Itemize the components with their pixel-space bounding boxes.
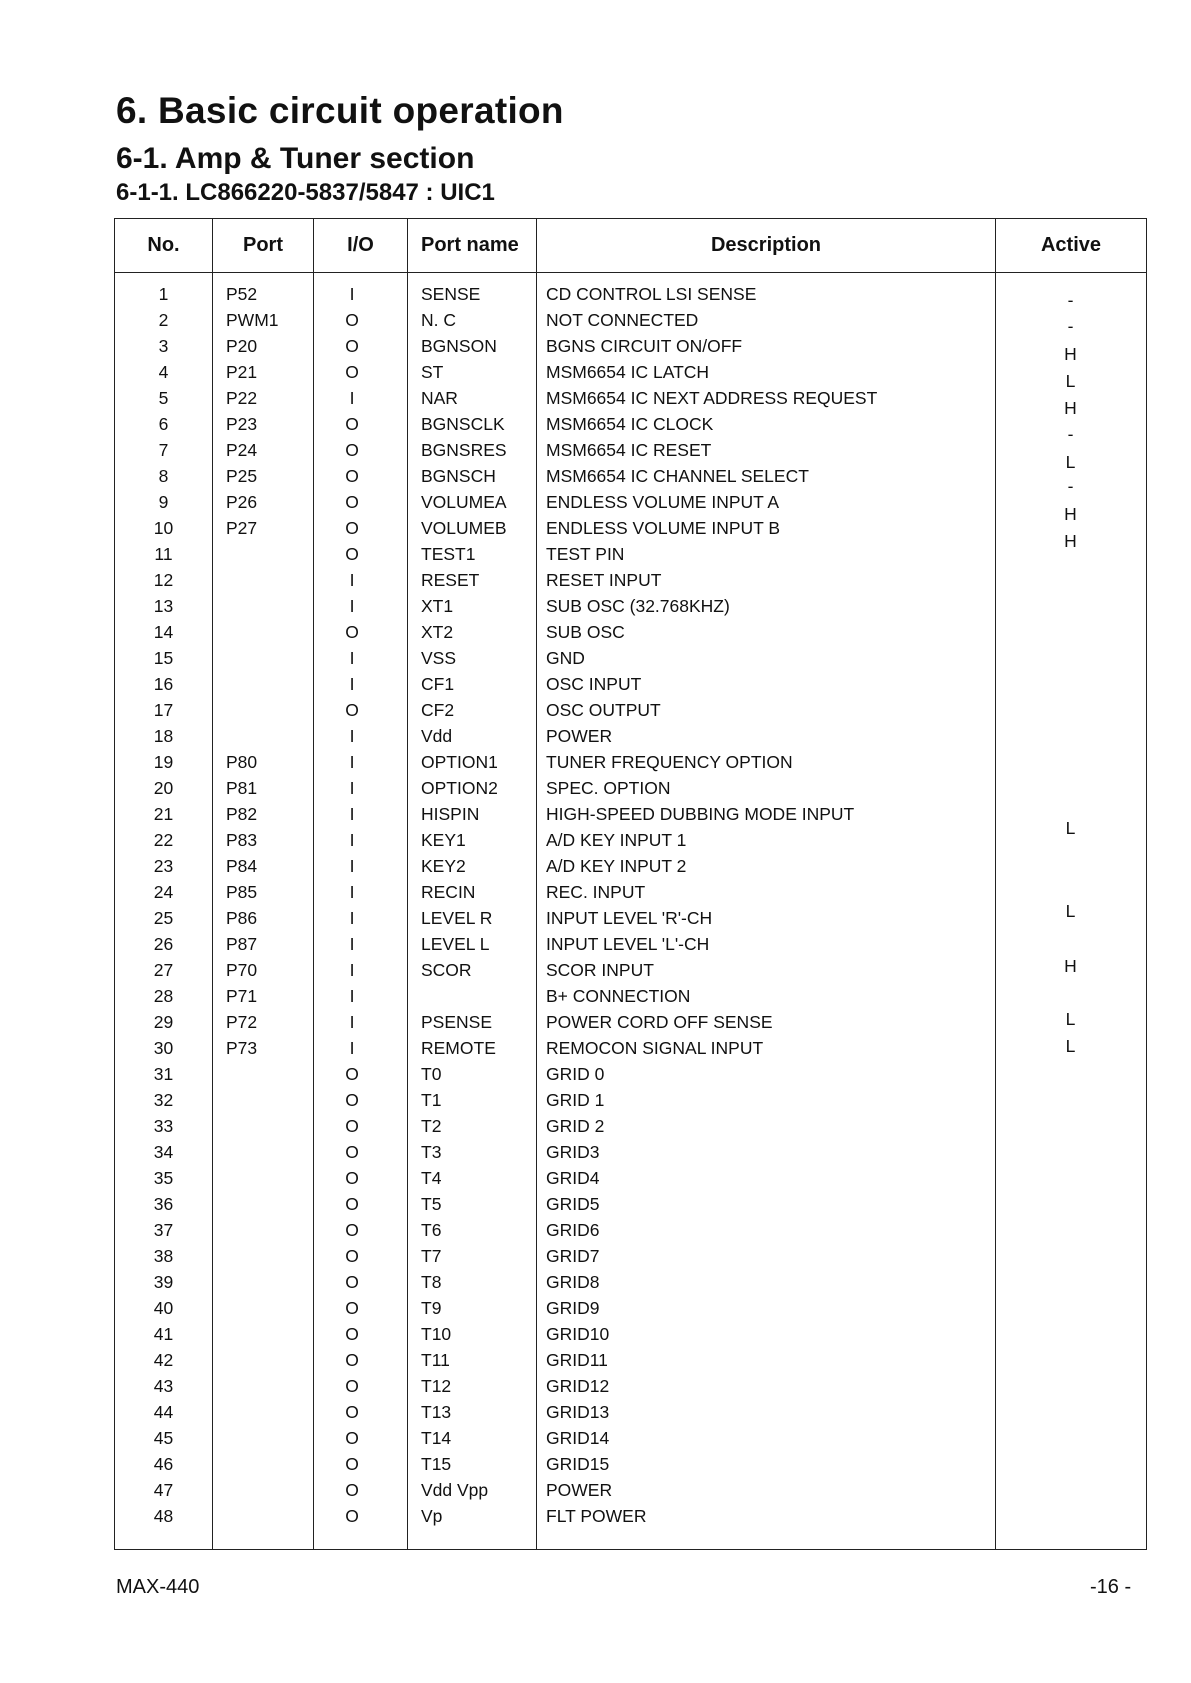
row-port: P86: [226, 908, 258, 928]
table-row: [115, 1009, 1146, 1035]
row-port-name: T15: [421, 1454, 452, 1474]
table-row: [115, 905, 1146, 931]
row-port-name: N. C: [421, 310, 456, 330]
table-row: [115, 1139, 1146, 1165]
table-row: [115, 983, 1146, 1009]
row-description: A/D KEY INPUT 2: [546, 856, 687, 876]
row-port: P20: [226, 336, 258, 356]
row-port-name: OPTION2: [421, 778, 498, 798]
row-no: 11: [154, 544, 173, 564]
row-description: CD CONTROL LSI SENSE: [546, 284, 757, 304]
row-port-name: T9: [421, 1298, 442, 1318]
row-description: TUNER FREQUENCY OPTION: [546, 752, 793, 772]
table-row: [115, 1035, 1146, 1061]
row-no: 33: [153, 1116, 174, 1136]
row-no: 42: [153, 1350, 174, 1370]
row-port-name: T11: [421, 1350, 450, 1370]
row-port-name: T10: [421, 1324, 452, 1344]
row-no: 19: [153, 752, 174, 772]
row-io: O: [345, 336, 359, 356]
row-no: 40: [153, 1298, 174, 1318]
row-io: I: [349, 960, 355, 980]
row-io: I: [349, 752, 355, 772]
row-no: 48: [153, 1506, 174, 1526]
table-row: [115, 1399, 1146, 1425]
row-description: GRID13: [546, 1402, 610, 1422]
row-no: 31: [153, 1064, 174, 1084]
footer-page-number: -16 -: [1090, 1576, 1132, 1598]
table-row: [115, 1347, 1146, 1373]
row-io: I: [349, 388, 355, 408]
row-port-name: Vp: [421, 1506, 443, 1526]
row-port-name: Vdd Vpp: [421, 1480, 489, 1500]
row-io: O: [345, 622, 359, 642]
active-value: H: [1064, 504, 1077, 524]
row-no: 38: [153, 1246, 174, 1266]
header-port-name: Port name: [421, 234, 519, 256]
table-row: [115, 1165, 1146, 1191]
row-description: REC. INPUT: [546, 882, 646, 902]
table-row: [115, 593, 1146, 619]
row-description: A/D KEY INPUT 1: [546, 830, 687, 850]
row-description: GRID8: [546, 1272, 600, 1292]
row-port: P73: [226, 1038, 258, 1058]
row-port: P27: [226, 518, 258, 538]
row-no: 9: [158, 492, 169, 512]
row-description: GRID3: [546, 1142, 600, 1162]
active-value: H: [1064, 398, 1077, 418]
row-io: O: [345, 1350, 359, 1370]
row-port-name: T8: [421, 1272, 442, 1292]
row-io: O: [345, 1194, 359, 1214]
table-row: [115, 801, 1146, 827]
row-no: 14: [153, 622, 174, 642]
row-io: I: [349, 284, 355, 304]
row-no: 39: [153, 1272, 174, 1292]
row-description: POWER CORD OFF SENSE: [546, 1012, 773, 1032]
row-description: NOT CONNECTED: [546, 310, 699, 330]
row-no: 12: [153, 570, 174, 590]
row-description: INPUT LEVEL 'R'-CH: [546, 908, 713, 928]
row-description: GRID10: [546, 1324, 610, 1344]
table-row: [115, 385, 1146, 411]
table-row: [115, 515, 1146, 541]
row-description: REMOCON SIGNAL INPUT: [546, 1038, 764, 1058]
row-port-name: Vdd: [421, 726, 453, 746]
row-io: O: [345, 1480, 359, 1500]
row-port-name: XT2: [421, 622, 454, 642]
table-row: [115, 671, 1146, 697]
row-port-name: T12: [421, 1376, 452, 1396]
row-no: 10: [153, 518, 174, 538]
table-row: [115, 281, 1146, 307]
row-port: P26: [226, 492, 258, 512]
row-io: O: [345, 700, 359, 720]
row-description: MSM6654 IC NEXT ADDRESS REQUEST: [546, 388, 878, 408]
row-io: O: [345, 544, 359, 564]
row-port-name: BGNSON: [421, 336, 497, 356]
row-port-name: KEY1: [421, 830, 466, 850]
row-port-name: RECIN: [421, 882, 476, 902]
row-description: ENDLESS VOLUME INPUT B: [546, 518, 781, 538]
row-port-name: OPTION1: [421, 752, 498, 772]
row-no: 17: [153, 700, 174, 720]
active-value: -: [1067, 316, 1074, 336]
row-no: 32: [153, 1090, 174, 1110]
row-io: O: [345, 1220, 359, 1240]
row-io: O: [345, 1324, 359, 1344]
table-row: [115, 1269, 1146, 1295]
row-description: B+ CONNECTION: [546, 986, 691, 1006]
row-io: I: [349, 856, 355, 876]
footer-model: MAX-440: [116, 1576, 200, 1598]
row-port: P70: [226, 960, 258, 980]
row-io: O: [345, 1428, 359, 1448]
row-port: P85: [226, 882, 258, 902]
row-port-name: T1: [421, 1090, 442, 1110]
row-io: O: [345, 518, 359, 538]
row-io: O: [345, 1168, 359, 1188]
row-io: I: [349, 882, 355, 902]
row-io: O: [345, 310, 359, 330]
row-port-name: T7: [421, 1246, 442, 1266]
row-no: 37: [153, 1220, 174, 1240]
header-io: I/O: [347, 234, 374, 256]
active-value: L: [1065, 901, 1076, 921]
header-no: No.: [147, 234, 180, 256]
row-no: 8: [158, 466, 169, 486]
row-no: 22: [153, 830, 174, 850]
row-port: P87: [226, 934, 258, 954]
row-description: GRID7: [546, 1246, 600, 1266]
row-io: O: [345, 1454, 359, 1474]
table-row: [115, 333, 1146, 359]
row-description: POWER: [546, 726, 613, 746]
row-description: ENDLESS VOLUME INPUT A: [546, 492, 780, 512]
row-port-name: T2: [421, 1116, 442, 1136]
row-port: P80: [226, 752, 258, 772]
table-row: [115, 489, 1146, 515]
table-row: [115, 749, 1146, 775]
section-title: 6-1. Amp & Tuner section: [116, 142, 475, 175]
row-port: PWM1: [226, 310, 279, 330]
row-port-name: LEVEL R: [421, 908, 493, 928]
row-port-name: KEY2: [421, 856, 466, 876]
row-description: MSM6654 IC LATCH: [546, 362, 710, 382]
row-io: O: [345, 1298, 359, 1318]
row-port: P72: [226, 1012, 258, 1032]
row-io: O: [345, 1246, 359, 1266]
row-port-name: CF1: [421, 674, 455, 694]
table-row: [115, 1243, 1146, 1269]
row-no: 35: [153, 1168, 174, 1188]
row-io: O: [345, 1402, 359, 1422]
row-io: O: [345, 1376, 359, 1396]
row-no: 24: [153, 882, 174, 902]
row-io: I: [349, 778, 355, 798]
row-port-name: NAR: [421, 388, 458, 408]
row-no: 43: [153, 1376, 174, 1396]
table-row: [115, 853, 1146, 879]
active-value: L: [1065, 818, 1076, 838]
row-description: GRID 2: [546, 1116, 605, 1136]
row-port-name: T13: [421, 1402, 452, 1422]
active-value: L: [1065, 371, 1076, 391]
row-description: SPEC. OPTION: [546, 778, 671, 798]
row-description: GRID15: [546, 1454, 610, 1474]
row-port: P25: [226, 466, 258, 486]
row-no: 7: [158, 440, 169, 460]
table-row: [115, 1087, 1146, 1113]
active-value: H: [1064, 531, 1077, 551]
header-active: Active: [1040, 234, 1102, 256]
row-description: GRID4: [546, 1168, 600, 1188]
row-no: 36: [153, 1194, 174, 1214]
row-description: SUB OSC (32.768KHZ): [546, 596, 730, 616]
row-io: O: [345, 1142, 359, 1162]
row-no: 28: [153, 986, 174, 1006]
row-description: RESET INPUT: [546, 570, 662, 590]
table-row: [115, 1451, 1146, 1477]
row-no: 4: [158, 362, 169, 382]
row-port-name: VOLUMEB: [421, 518, 507, 538]
row-io: I: [349, 648, 355, 668]
row-no: 13: [153, 596, 174, 616]
row-description: GRID 1: [546, 1090, 605, 1110]
row-port-name: BGNSRES: [421, 440, 507, 460]
row-port: P71: [226, 986, 258, 1006]
row-description: GRID14: [546, 1428, 610, 1448]
table-row: [115, 1191, 1146, 1217]
row-description: GND: [546, 648, 585, 668]
row-io: O: [345, 1506, 359, 1526]
row-no: 45: [153, 1428, 174, 1448]
table-row: [115, 1425, 1146, 1451]
active-value: H: [1064, 956, 1077, 976]
row-no: 34: [153, 1142, 174, 1162]
active-value: H: [1064, 344, 1077, 364]
row-port-name: ST: [421, 362, 444, 382]
row-no: 26: [153, 934, 174, 954]
table-row: [115, 411, 1146, 437]
row-io: O: [345, 362, 359, 382]
row-io: O: [345, 466, 359, 486]
row-port: P52: [226, 284, 258, 304]
table-row: [115, 1113, 1146, 1139]
row-description: TEST PIN: [546, 544, 625, 564]
table-row: [115, 931, 1146, 957]
table-row: [115, 957, 1146, 983]
row-no: 47: [153, 1480, 174, 1500]
table-row: [115, 1295, 1146, 1321]
row-description: SCOR INPUT: [546, 960, 654, 980]
row-no: 18: [153, 726, 174, 746]
row-io: O: [345, 492, 359, 512]
active-value: L: [1065, 1036, 1076, 1056]
row-port: P21: [226, 362, 258, 382]
row-port-name: VSS: [421, 648, 457, 668]
row-io: O: [345, 1064, 359, 1084]
table-row: [115, 645, 1146, 671]
row-port: P23: [226, 414, 258, 434]
row-no: 6: [158, 414, 169, 434]
table-header: [115, 219, 1146, 273]
row-io: I: [349, 1038, 355, 1058]
row-description: FLT POWER: [546, 1506, 647, 1526]
row-port-name: XT1: [421, 596, 454, 616]
port-table: [114, 218, 1147, 1550]
row-port-name: SCOR: [421, 960, 472, 980]
row-port-name: RESET: [421, 570, 480, 590]
active-value: -: [1067, 476, 1074, 496]
row-description: GRID 0: [546, 1064, 605, 1084]
row-io: I: [349, 570, 355, 590]
row-description: GRID6: [546, 1220, 600, 1240]
row-description: GRID9: [546, 1298, 600, 1318]
row-port-name: LEVEL L: [421, 934, 490, 954]
table-row: [115, 775, 1146, 801]
row-port-name: T6: [421, 1220, 442, 1240]
table-row: [115, 541, 1146, 567]
row-no: 46: [153, 1454, 174, 1474]
row-no: 15: [153, 648, 174, 668]
row-io: I: [349, 804, 355, 824]
row-port-name: VOLUMEA: [421, 492, 507, 512]
row-port-name: T14: [421, 1428, 452, 1448]
row-port: P22: [226, 388, 258, 408]
row-io: O: [345, 414, 359, 434]
row-port-name: REMOTE: [421, 1038, 496, 1058]
active-value: -: [1067, 424, 1074, 444]
row-port: P82: [226, 804, 258, 824]
row-no: 3: [158, 336, 169, 356]
table-row: [115, 827, 1146, 853]
row-io: I: [349, 830, 355, 850]
row-io: I: [349, 1012, 355, 1032]
row-no: 29: [153, 1012, 174, 1032]
row-io: I: [349, 986, 355, 1006]
subsection-title: 6-1-1. LC866220-5837/5847 : UIC1: [116, 179, 495, 206]
row-io: O: [345, 1272, 359, 1292]
active-value: L: [1065, 1009, 1076, 1029]
table-row: [115, 1217, 1146, 1243]
row-port-name: HISPIN: [421, 804, 480, 824]
table-body: [115, 273, 1146, 1549]
row-port-name: PSENSE: [421, 1012, 492, 1032]
row-port-name: BGNSCH: [421, 466, 496, 486]
row-no: 2: [158, 310, 169, 330]
table-row: [115, 463, 1146, 489]
table-row: [115, 437, 1146, 463]
row-description: MSM6654 IC RESET: [546, 440, 712, 460]
row-port: P81: [226, 778, 258, 798]
row-io: O: [345, 1116, 359, 1136]
row-description: GRID11: [546, 1350, 608, 1370]
row-port-name: TEST1: [421, 544, 476, 564]
row-description: BGNS CIRCUIT ON/OFF: [546, 336, 743, 356]
row-port-name: SENSE: [421, 284, 481, 304]
table-row: [115, 359, 1146, 385]
row-io: I: [349, 908, 355, 928]
row-no: 23: [153, 856, 174, 876]
row-port-name: T5: [421, 1194, 442, 1214]
table-row: [115, 1477, 1146, 1503]
row-port-name: CF2: [421, 700, 455, 720]
row-port: P84: [226, 856, 258, 876]
row-no: 44: [153, 1402, 174, 1422]
row-io: O: [345, 1090, 359, 1110]
row-description: MSM6654 IC CLOCK: [546, 414, 714, 434]
row-no: 5: [158, 388, 169, 408]
table-row: [115, 307, 1146, 333]
table-row: [115, 697, 1146, 723]
row-port-name: T4: [421, 1168, 442, 1188]
row-description: MSM6654 IC CHANNEL SELECT: [546, 466, 809, 486]
row-port: P83: [226, 830, 258, 850]
row-port-name: T0: [421, 1064, 442, 1084]
header-port: Port: [243, 234, 283, 256]
row-description: POWER: [546, 1480, 613, 1500]
row-io: I: [349, 726, 355, 746]
row-io: I: [349, 596, 355, 616]
table-row: [115, 619, 1146, 645]
row-description: GRID12: [546, 1376, 610, 1396]
row-no: 16: [153, 674, 174, 694]
header-description: Description: [710, 234, 822, 256]
chapter-title: 6. Basic circuit operation: [116, 90, 564, 131]
row-no: 21: [153, 804, 174, 824]
row-description: OSC INPUT: [546, 674, 642, 694]
table-row: [115, 879, 1146, 905]
table-row: [115, 723, 1146, 749]
row-io: I: [349, 934, 355, 954]
table-row: [115, 1373, 1146, 1399]
active-value: L: [1065, 452, 1076, 472]
row-description: INPUT LEVEL 'L'-CH: [546, 934, 710, 954]
row-no: 27: [153, 960, 174, 980]
active-value: -: [1067, 290, 1074, 310]
row-io: I: [349, 674, 355, 694]
row-no: 30: [153, 1038, 174, 1058]
row-no: 1: [158, 284, 169, 304]
row-io: O: [345, 440, 359, 460]
row-description: GRID5: [546, 1194, 600, 1214]
row-port: P24: [226, 440, 258, 460]
row-description: OSC OUTPUT: [546, 700, 661, 720]
table-row: [115, 1061, 1146, 1087]
row-port-name: BGNSCLK: [421, 414, 505, 434]
table-row: [115, 1321, 1146, 1347]
row-description: SUB OSC: [546, 622, 625, 642]
table-row: [115, 567, 1146, 593]
row-port-name: T3: [421, 1142, 442, 1162]
table-row: [115, 1503, 1146, 1529]
row-no: 41: [153, 1324, 174, 1344]
row-no: 20: [153, 778, 174, 798]
row-description: HIGH-SPEED DUBBING MODE INPUT: [546, 804, 855, 824]
row-no: 25: [153, 908, 174, 928]
